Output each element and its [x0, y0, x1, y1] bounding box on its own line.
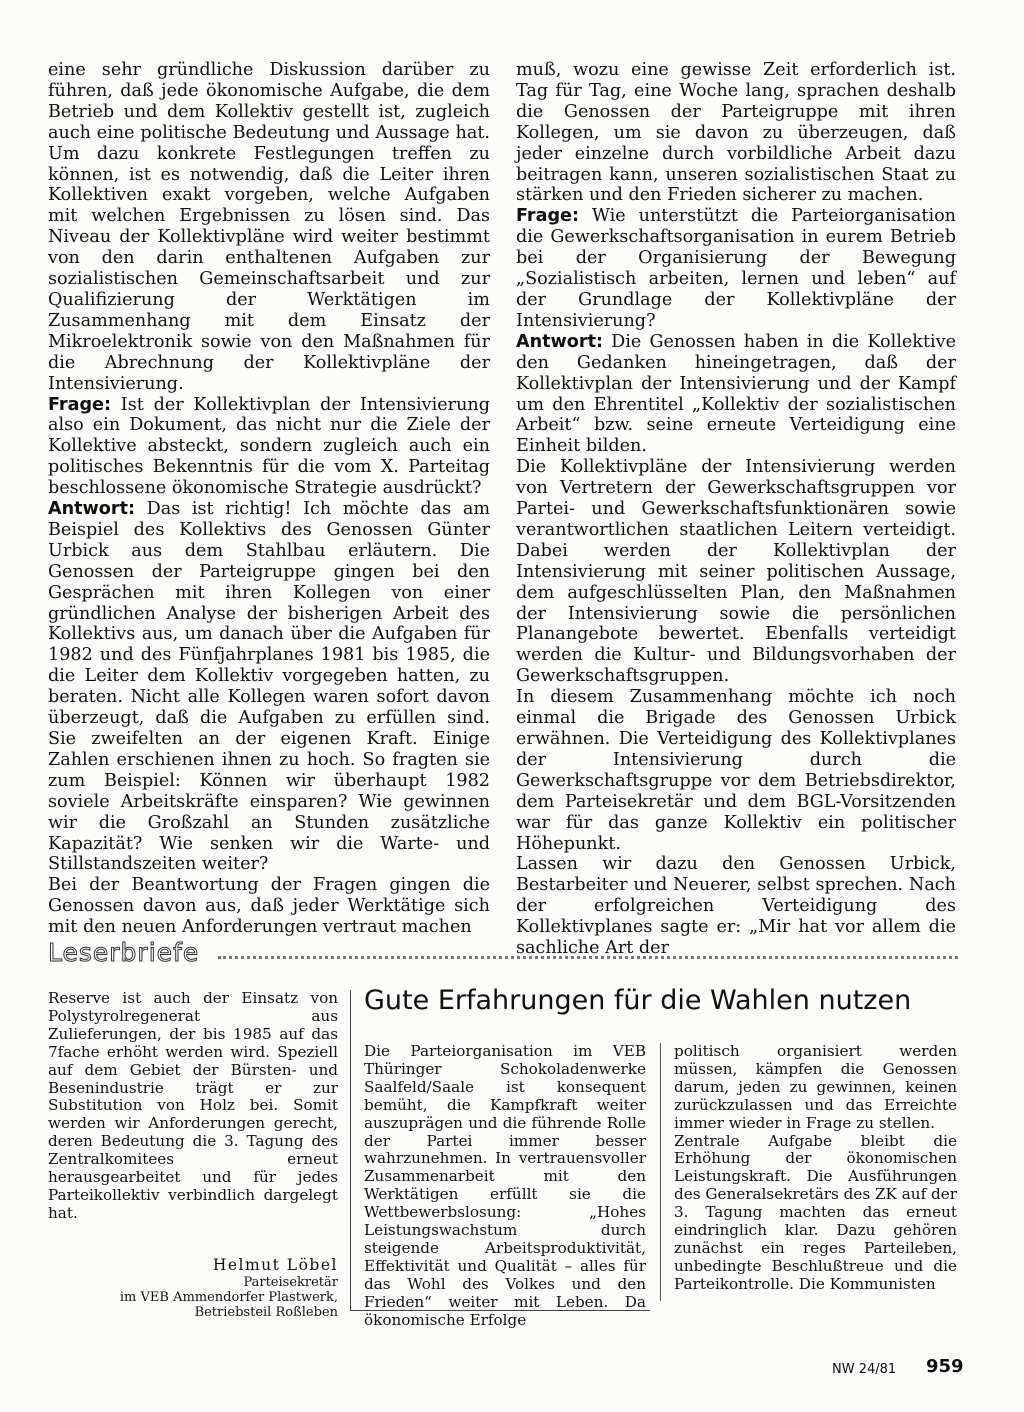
- paragraph: Bei der Beantwortung der Fragen gingen die Genossen davon aus, daß jeder Werktätige sich mit den neuen Anforderungen vertraut machen: [48, 875, 490, 938]
- column-top-left: [48, 60, 490, 938]
- paragraph: muß, wozu eine gewisse Zeit erforderlich ist. Tag für Tag, eine Woche lang, sprachen deshalb die Genossen der Parteigruppe mit ihren Kollegen, um sie davon zu überzeugen, daß jeder einzelne durch vorbildliche Arbeit dazu beitragen kann, unseren sozialistischen Staat zu stärken und den Frieden sicherer zu machen.: [516, 60, 956, 206]
- paragraph: Lassen wir dazu den Genossen Urbick, Bestarbeiter und Neuerer, selbst sprechen. Nach der erfolgreichen Verteidigung des Kollektivplanes sagte er: „Mir hat vor allem die sachliche Art der: [516, 854, 956, 959]
- article-frame-line: [350, 990, 351, 1310]
- answer-label: Antwort:: [48, 499, 136, 520]
- author-organization: im VEB Ammendorfer Plastwerk,: [119, 1290, 338, 1305]
- question-paragraph: [516, 206, 956, 331]
- reader-letter: [48, 990, 338, 1223]
- answer-text: Die Genossen haben in die Kollektive den Gedanken hineingetragen, daß der Kollektivplan der Intensivierung und der Kampf um den Ehrentitel „Kollektiv der sozialistischen Arbeit“ bzw. seine erneute Verteidigung eine Einheit bilden.: [516, 331, 956, 457]
- answer-paragraph: [516, 332, 956, 457]
- paragraph: Die Parteiorganisation im VEB Thüringer Schokoladenwerke Saalfeld/Saale ist konsequent bemüht, die Kampfkraft weiter auszuprägen und die führende Rolle der Partei immer besser wahrzunehmen. In vertrauensvoller Zusammenarbeit mit den Werktätigen erfüllt sie die Wettbewerbslosung: „Hohes Leistungswachstum durch steigende Arbeitsproduktivität, Effektivität und Qualität – alles für das Wohl des Volkes und den Frieden“ weiter mit Leben. Da ökonomische Erfolge: [364, 1042, 646, 1329]
- author-role: Parteisekretär: [243, 1275, 338, 1290]
- question-label: Frage:: [48, 394, 112, 415]
- signature-block: [48, 1256, 338, 1320]
- article-column-2: [674, 1043, 957, 1294]
- article-column-1: [364, 1043, 646, 1330]
- paragraph: Die Kollektivpläne der Intensivierung werden von Vertretern der Gewerkschaftsgruppen vor Partei- und Gewerkschaftsfunktionären sowie verantwortlichen staatlichen Leitern verteidigt. Dabei werden der Kollektivplan der Intensivierung mit seiner politischen Aussage, dem aufgeschlüsselten Plan, den Maßnahmen der Intensivierung sowie die persönlichen Planangebote bewertet. Ebenfalls verteidigt werden die Kultur- und Bildungsvorhaben der Gewerkschaftsgruppen.: [516, 457, 956, 687]
- section-divider: [218, 956, 958, 959]
- answer-paragraph: [48, 499, 490, 875]
- section-header: [48, 940, 958, 966]
- question-text: Ist der Kollektivplan der Intensivierung also ein Dokument, das nicht nur die Ziele der Kollektive absteckt, sondern zugleich auch ein politisches Bekenntnis für die vom X. Parteitag beschlossene ökonomische Strategie ausdrückt?: [48, 394, 490, 499]
- question-paragraph: [48, 395, 490, 500]
- paragraph: In diesem Zusammenhang möchte ich noch einmal die Brigade des Genossen Urbick erwähnen. Die Verteidigung des Kollektivplanes der Intensivierung durch die Gewerkschaftsgruppe vor dem Betriebsdirektor, dem Parteisekretär und dem BGL-Vorsitzenden war für das ganze Kollektiv ein politischer Höhepunkt.: [516, 687, 956, 854]
- paragraph: Zentrale Aufgabe bleibt die Erhöhung der ökonomischen Leistungskraft. Die Ausführungen des Generalsekretärs des ZK auf der 3. Tagung machten das erneut eindringlich klar. Dazu gehören zunächst ein reges Parteileben, unbedingte Beschlußtreue und die Parteikontrolle. Die Kommunisten: [674, 1131, 957, 1293]
- author-name: Helmut Löbel: [212, 1256, 338, 1274]
- page-number: 959: [926, 1356, 964, 1377]
- answer-label: Antwort:: [516, 331, 604, 352]
- paragraph: eine sehr gründliche Diskussion darüber zu führen, daß jede ökonomische Aufgabe, die dem Betrieb und dem Kollektiv gestellt ist, zugleich auch eine politische Bedeutung und Aussage hat. Um dazu konkrete Festlegungen treffen zu können, ist es notwendig, daß die Leiter ihren Kollektiven exakt vorgeben, welche Aufgaben mit welchen Ergebnissen zu lösen sind. Das Niveau der Kollektivpläne wird weiter bestimmt von den darin enthaltenen Aufgaben zur sozialistischen Gemeinschaftsarbeit und zur Qualifizierung der Werktätigen im Zusammenhang mit dem Einsatz der Mikroelektronik sowie von den Maßnahmen für die Abrechnung der Kollektivpläne der Intensivierung.: [48, 60, 490, 394]
- issue-number: NW 24/81: [832, 1362, 897, 1377]
- column-divider: [660, 1043, 661, 1301]
- section-title: Leserbriefe: [48, 938, 200, 967]
- question-label: Frage:: [516, 206, 580, 227]
- column-top-right: [516, 60, 956, 959]
- reader-letter-text: Reserve ist auch der Einsatz von Polystyrolregenerat aus Zulieferungen, der bis 1985 auf das 7fache erhöht werden wird. Speziell auf dem Gebiet der Bürsten- und Besenindustrie trägt er zur Substitution von Holz bei. Somit werden wir Anforderungen gerecht, deren Bedeutung die 3. Tagung des Zentralkomitees erneut herausgearbeitet und für jedes Parteikollektiv verbindlich dargelegt hat.: [48, 989, 338, 1222]
- question-text: Wie unterstützt die Parteiorganisation die Gewerkschaftsorganisation in eurem Betrieb bei der Organisierung der Bewegung „Sozialistisch arbeiten, lernen und leben“ auf der Grundlage der Kollektivpläne der Intensivierung?: [516, 206, 956, 331]
- paragraph: politisch organisiert werden müssen, kämpfen die Genossen darum, jeden zu gewinnen, keinen zurückzulassen und das Erreichte immer wieder in Frage zu stellen.: [674, 1042, 957, 1132]
- article-title: Gute Erfahrungen für die Wahlen nutzen: [364, 985, 912, 1016]
- answer-text: Das ist richtig! Ich möchte das am Beispiel des Kollektivs des Genossen Günter Urbick aus dem Stahlbau erläutern. Die Genossen der Parteigruppe gingen bei den Gesprächen mit ihren Kollegen von einer gründlichen Analyse der bisherigen Arbeit des Kollektivs aus, um danach über die Aufgaben für 1982 und des Fünfjahrplanes 1981 bis 1985, die die Leiter dem Kollektiv vorgegeben hatten, zu beraten. Nicht alle Kollegen waren sofort davon überzeugt, daß die Aufgaben zu erfüllen sind. Sie zweifelten an der eigenen Kraft. Einige Zahlen erschienen ihnen zu hoch. So fragten sie zum Beispiel: Können wir überhaupt 1982 soviele Arbeitskräfte einsparen? Wie gewinnen wir die Großzahl an Stunden zusätzliche Kapazität? Wie senken wir die Warte- und Stillstandszeiten weiter?: [48, 499, 490, 875]
- author-department: Betriebsteil Roßleben: [194, 1305, 338, 1320]
